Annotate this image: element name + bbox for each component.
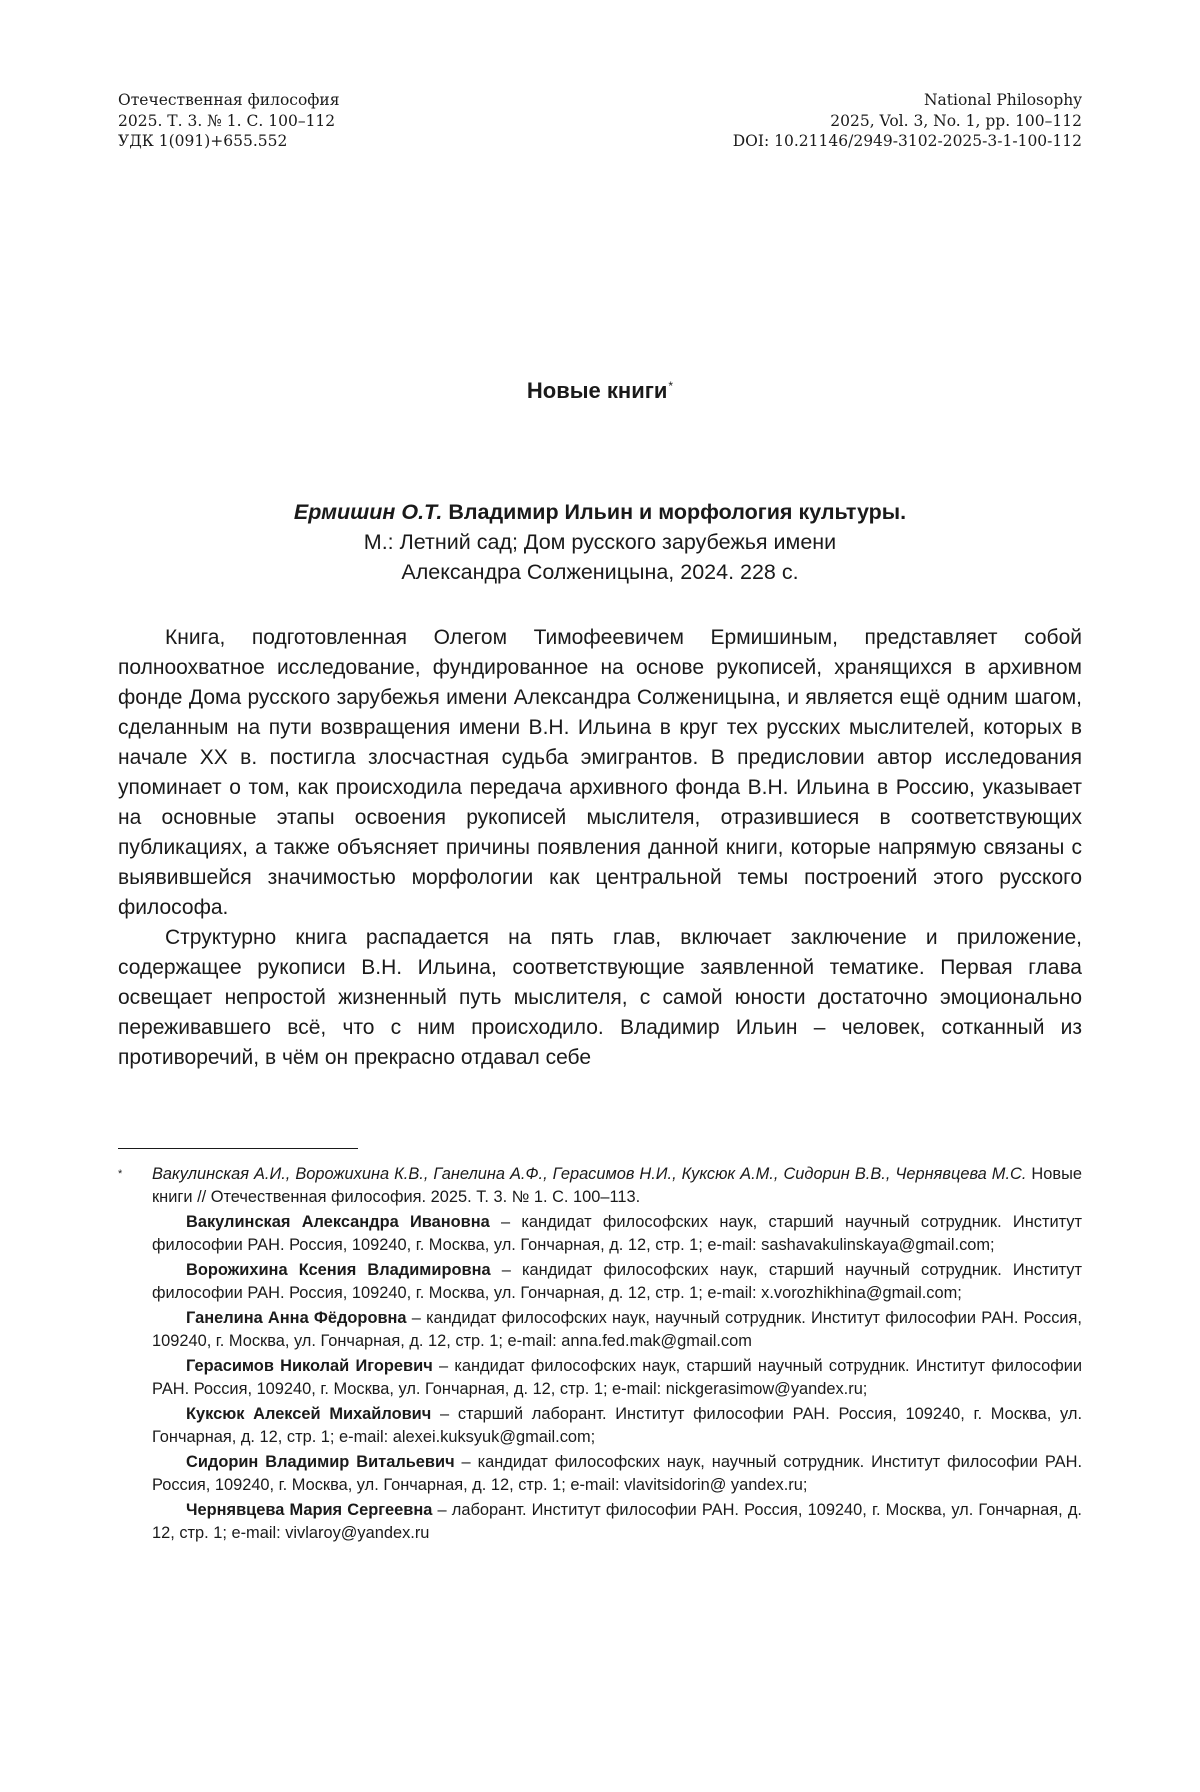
citation [152,1163,1082,1208]
book-author: Ермишин О.Т. [293,500,443,524]
author-info [152,1499,1082,1544]
author-details: – кандидат философских наук, научный сотрудник. Институт философии РАН. Россия, 109240, г. Москва, ул. Гончарная, д. 12, стр. 1; e-mail: vlavitsidorin@ yandex.ru; [152,1453,1083,1494]
author-details: – кандидат философских наук, старший научный сотрудник. Институт философии РАН. Россия, 109240, г. Москва, ул. Гончарная, д. 12, стр. 1; e-mail: sashavakulinskaya@gmail.com; [152,1213,1083,1254]
author-details: – кандидат философских наук, старший научный сотрудник. Институт философии РАН. Россия, 109240, г. Москва, ул. Гончарная, д. 12, стр. 1; e-mail: x.vorozhikhina@gmail.com; [152,1261,1082,1302]
journal-name-en: National Philosophy [923,91,1082,109]
issue-info-ru: 2025. Т. 3. № 1. С. 100–112 [118,111,336,130]
author-name: Сидорин Владимир Витальевич [186,1453,455,1471]
citation-authors: Вакулинская А.И., Ворожихина К.В., Ганелина А.Ф., Герасимов Н.И., Куксюк А.М., Сидорин В.В., Чернявцева М.С. [152,1165,1027,1183]
journal-name-ru: Отечественная философия [118,91,340,109]
body-paragraph: Структурно книга распадается на пять глав, включает заключение и приложение, содержащее рукописи В.Н. Ильина, соответствующие заявленной тематике. Первая глава освещает непростой жизненный путь мыслителя, с самой юности достаточно эмоционально переживавшего всё, что с ним происходило. Владимир Ильин – человек, сотканный из противоречий, в чём он прекрасно отдавал себе [118,926,1082,1069]
review-body [118,623,1082,1073]
publisher-line-1: М.: Летний сад; Дом русского зарубежья имени [363,530,837,554]
author-details: – кандидат философских наук, старший научный сотрудник. Институт философии РАН. Россия, 109240, г. Москва, ул. Гончарная, д. 12, стр. 1; e-mail: nickgerasimow@yandex.ru; [152,1357,1083,1398]
doi: DOI: 10.21146/2949-3102-2025-3-1-100-112 [732,132,1082,150]
author-details: – лаборант. Институт философии РАН. Россия, 109240, г. Москва, ул. Гончарная, д. 12, стр. 1; e-mail: vivlaroy@yandex.ru [152,1501,1082,1542]
header-left [118,90,340,152]
author-name: Вакулинская Александра Ивановна [186,1213,490,1231]
reviewed-book-reference [0,497,1200,587]
book-title: Владимир Ильин и морфология культуры. [448,500,907,524]
header-right [733,90,1082,152]
citation-source: Новые книги // Отечественная философия. 2025. Т. 3. № 1. С. 100–113. [152,1165,1082,1206]
author-info [152,1259,1082,1304]
author-info [152,1451,1082,1496]
udc-code: УДК 1(091)+655.552 [118,132,288,150]
section-title-text: Новые книги [526,378,668,403]
section-title [0,378,1200,404]
author-info [152,1355,1082,1400]
footnotes [118,1163,1082,1544]
author-name: Герасимов Николай Игоревич [186,1357,433,1375]
author-info [152,1403,1082,1448]
author-name: Ворожихина Ксения Владимировна [186,1261,491,1279]
publisher-line-2: Александра Солженицына, 2024. 228 с. [401,560,799,584]
footnote-mark: * [118,1168,123,1180]
author-details: – старший лаборант. Институт философии РАН. Россия, 109240, г. Москва, ул. Гончарная, д. 12, стр. 1; e-mail: alexei.kuksyuk@gmail.com; [152,1405,1083,1446]
body-paragraph: Книга, подготовленная Олегом Тимофеевичем Ермишиным, представляет собой полноохватное исследование, фундированное на основе рукописей, хранящихся в архивном фонде Дома русского зарубежья имени Александра Солженицына, и является ещё одним шагом, сделанным на пути возвращения имени В.Н. Ильина в круг тех русских мыслителей, которых в начале XX в. постигла злосчастная судьба эмигрантов. В предисловии автор исследования упоминает о том, как происходила передача архивного фонда В.Н. Ильина в Россию, указывает на основные этапы освоения рукописей мыслителя, отразившиеся в соответствующих публикациях, а также объясняет причины появления данной книги, которые напрямую связаны с выявившейся значимостью морфологии как центральной темы построений этого русского философа. [118,626,1082,919]
author-name: Чернявцева Мария Сергеевна [186,1501,433,1519]
author-name: Куксюк Алексей Михайлович [186,1405,432,1423]
author-info [152,1211,1082,1256]
footnote-divider [118,1148,358,1149]
author-name: Ганелина Анна Фёдоровна [186,1309,407,1327]
author-details: – кандидат философских наук, научный сотрудник. Институт философии РАН. Россия, 109240, г. Москва, ул. Гончарная, д. 12, стр. 1; e-mail: anna.fed.mak@gmail.com [152,1309,1082,1350]
section-footnote-mark[interactable]: * [668,379,674,393]
issue-info-en: 2025, Vol. 3, No. 1, pp. 100–112 [830,111,1082,130]
author-info [152,1307,1082,1352]
